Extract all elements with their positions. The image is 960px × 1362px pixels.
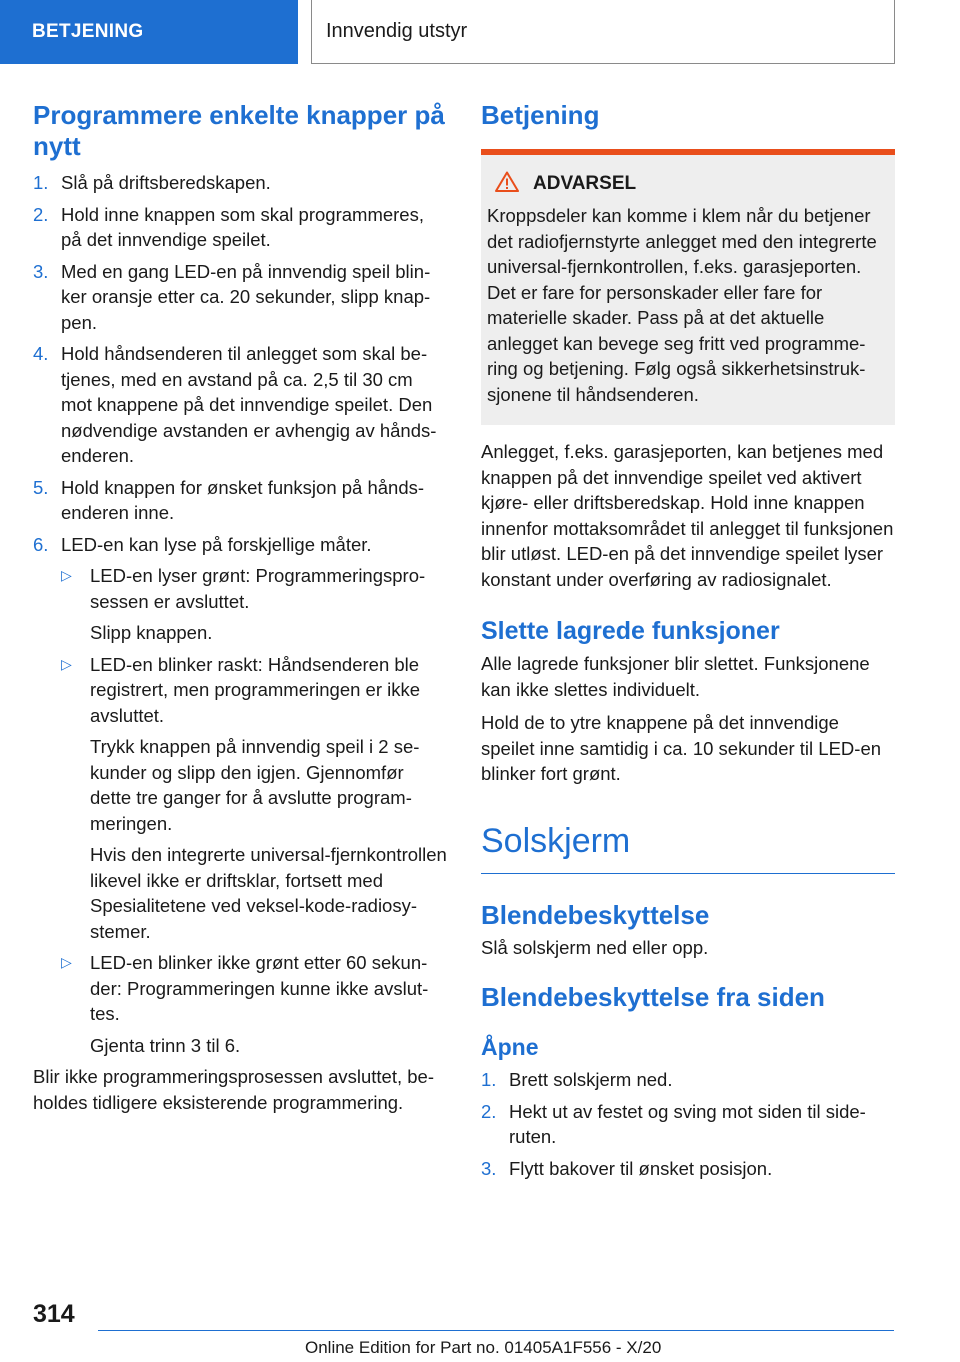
led-state-text: LED-en blinker raskt: Håndsenderen ble registrert, men programmeringen er ikke avsluttet. [90,653,421,726]
chapter-title-solskjerm: Solskjerm [481,821,895,874]
list-item [33,202,448,253]
slette-paragraph-1: Alle lagrede funksjoner blir slettet. Funksjonene kan ikke slettes individuelt. [481,653,870,700]
step-number: 5. [33,476,49,498]
led-states [61,563,448,1058]
step-number: 3. [33,260,49,282]
list-item [61,950,448,1058]
led-state-text: LED-en lyser grønt: Programmeringsprosessen er avsluttet. [90,565,426,612]
list-item [33,170,448,196]
step-number: 1. [33,172,49,193]
triangle-bullet-icon: ▷ [61,954,72,970]
section-tab: BETJENING [0,0,298,64]
section-title-blende-side: Blendebeskyttelse fra siden [481,982,825,1012]
right-column [481,100,895,1187]
betjening-paragraph: Anlegget, f.eks. garasjeporten, kan betjenes med knappen på det innvendige speilet ved aktivert kjøre- eller driftsberedskap. Hold inne knappen innenfor mottaksområdet til anlegget til funksjonen blir utløst. LED-en på det innvendige speilet lyser konstant under overføring av radiosignalet. [481,441,894,590]
list-item [33,532,448,1059]
list-item [481,1156,895,1182]
list-item [61,652,448,945]
warning-label: ADVARSEL [533,173,637,194]
step-number: 2. [481,1100,497,1122]
step-number: 2. [33,203,49,225]
list-item [33,475,448,526]
warning-text: Kroppsdeler kan komme i klem når du betjener det radiofjernstyrte anlegget med den integrerte universal-fjernkontrollen, f.eks. garasjeporten. Det er fare for personskader eller fare for materielle skader. Pass på at det aktuelle anlegget kan bevege seg fritt ved programmering og betjening. Følg også sikkerhetsinstruksjonene til håndsenderen. [487,205,877,405]
list-item [33,259,448,336]
step-text: Flytt bakover til ønsket posisjon. [509,1157,773,1179]
chapter-tab: Innvendig utstyr [311,0,895,64]
triangle-bullet-icon: ▷ [61,655,72,672]
step-number: 3. [481,1157,497,1179]
step-number: 4. [33,343,49,364]
list-item [481,1099,895,1150]
slette-paragraph-2: Hold de to ytre knappene på det innvendige speilet inne samtidig i ca. 10 sekunder til LED-en blinker fort grønt. [481,712,882,784]
section-title-blendebeskyttelse: Blendebeskyttelse [481,899,710,930]
step-text: Hold inne knappen som skal programmeres, på det innvendige speilet. [61,203,424,250]
section-title-slette: Slette lagrede funksjoner [481,617,780,645]
page-number: 314 [33,1300,75,1328]
step-text: LED-en kan lyse på forskjellige måter. [61,533,372,555]
step-text: Hold knappen for ønsket funksjon på håndsenderen inne. [61,476,425,523]
programming-steps [33,170,448,1058]
left-column [33,100,448,1123]
step-text: Hold håndsenderen til anlegget som skal betjenes, med en avstand på ca. 2,5 til 30 cm mot knappene på det innvendige speilet. Den nødvendige avstanden er avhengig av håndsenderen. [61,343,437,466]
warning-header [495,171,885,197]
led-state-note: Gjenta trinn 3 til 6. [90,1034,241,1056]
list-item [481,1067,895,1093]
triangle-bullet-icon: ▷ [61,567,72,583]
step-text: Med en gang LED-en på innvendig speil blinker oransje etter ca. 20 sekunder, slipp knappen. [61,260,431,333]
led-state-note: Slipp knappen. [90,622,213,643]
led-state-note: Hvis den integrerte universal-fjernkontrollen likevel ikke er driftsklar, fortsett med Spesialitetene ved veksel-kode-radiosystemer. [90,844,447,942]
led-state-text: LED-en blinker ikke grønt etter 60 sekunder: Programmeringen kunne ikke avsluttes. [90,952,429,1024]
led-state-note: Trykk knappen på innvendig speil i 2 sekunder og slipp den igjen. Gjennomfør dette tre ganger for å avslutte programmeringen. [90,736,420,834]
blende-paragraph: Slå solskjerm ned eller opp. [481,936,709,958]
list-item [61,563,448,646]
step-text: Slå på driftsberedskapen. [61,172,271,193]
closing-paragraph: Blir ikke programmeringsprosessen avsluttet, beholdes tidligere eksisterende programmering. [33,1066,435,1113]
section-title-programmere: Programmere enkelte knapper på nytt [33,100,445,161]
step-text: Brett solskjerm ned. [509,1069,673,1090]
warning-box [481,149,895,425]
footer-edition: Online Edition for Part no. 01405A1F556 - X/20 [305,1338,662,1357]
warning-triangle-icon [495,171,519,197]
footer-divider [98,1330,894,1331]
step-number: 1. [481,1069,497,1090]
step-text: Hekt ut av festet og sving mot siden til sideruten. [509,1100,866,1147]
section-title-betjening: Betjening [481,100,600,130]
apne-steps [481,1067,895,1181]
subsection-title-apne: Åpne [481,1034,539,1060]
list-item [33,341,448,469]
step-number: 6. [33,533,49,555]
